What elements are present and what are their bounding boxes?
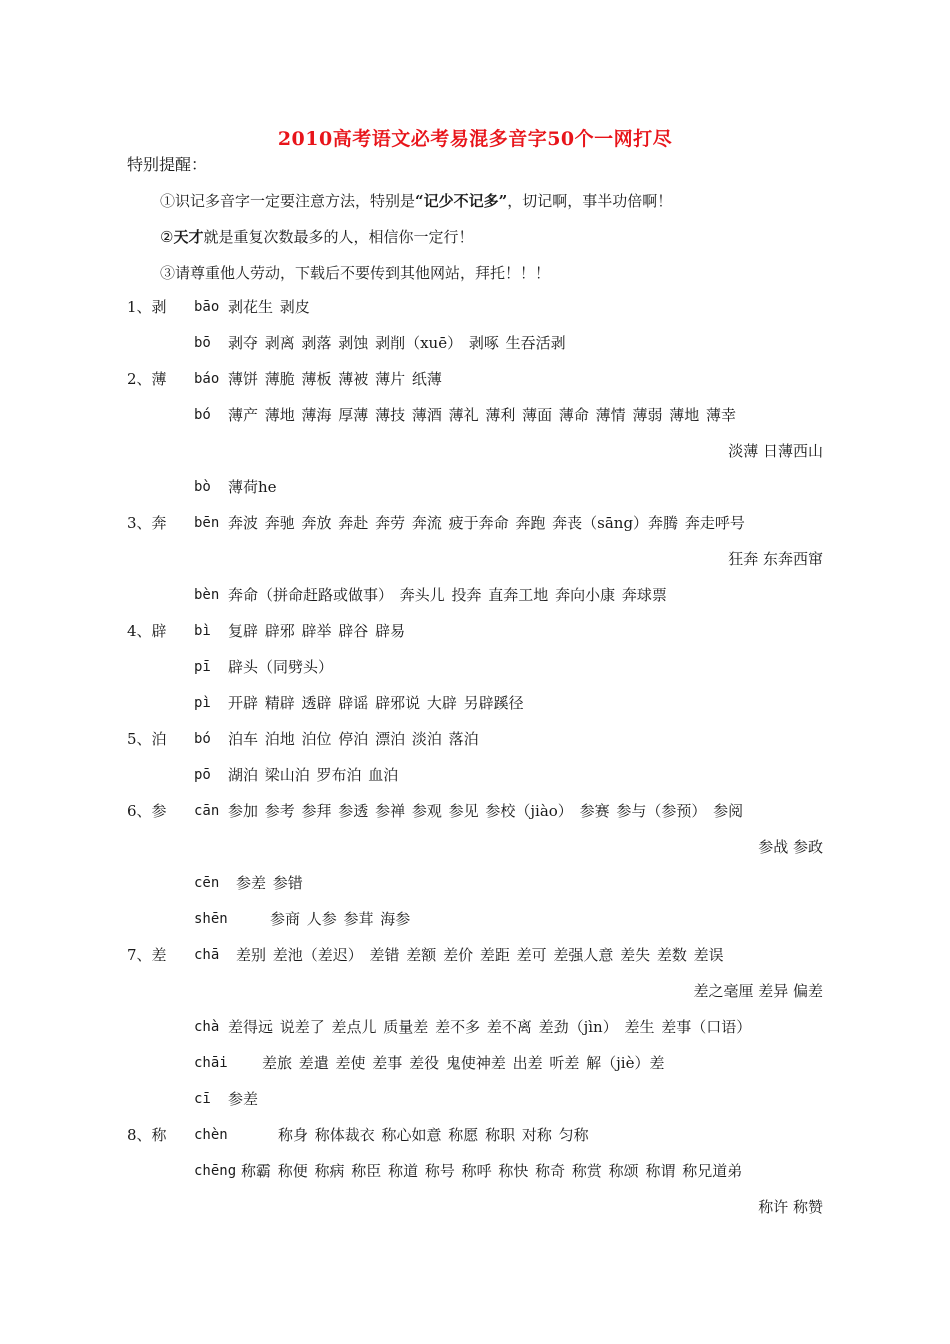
reading-line xyxy=(0,584,950,620)
entry-character: 7、差 xyxy=(127,946,167,964)
pinyin: chēng xyxy=(194,1163,237,1179)
entry-character: 5、泊 xyxy=(127,730,167,748)
tip-text: ①识记多音字一定要注意方法，特别是 xyxy=(160,192,416,210)
example-words: 称身 称体裁衣 称心如意 称愿 称职 对称 匀称 xyxy=(278,1126,589,1144)
tip-text: 就是重复次数最多的人，相信你一定行！ xyxy=(203,228,474,246)
polyphone-entry xyxy=(0,944,950,1124)
example-words-continued: 称许 称赞 xyxy=(758,1198,823,1216)
reading-line-continued xyxy=(0,1196,950,1232)
example-words: 参差 xyxy=(228,1090,259,1108)
example-words: 差旅 差遣 差使 差事 差役 鬼使神差 出差 听差 解（jiè）差 xyxy=(262,1054,665,1072)
example-words: 剥夺 剥离 剥落 剥蚀 剥削（xuē） 剥啄 生吞活剥 xyxy=(228,334,566,352)
entry-character: 6、参 xyxy=(127,802,167,820)
reading-line xyxy=(0,800,950,836)
example-words: 湖泊 梁山泊 罗布泊 血泊 xyxy=(228,766,399,784)
polyphone-entry xyxy=(0,728,950,800)
example-words: 薄荷he xyxy=(228,478,277,496)
example-words: 剥花生 剥皮 xyxy=(228,298,310,316)
example-words: 奔命（拼命赶路或做事） 奔头儿 投奔 直奔工地 奔向小康 奔球票 xyxy=(228,586,667,604)
pinyin: cēn xyxy=(194,875,220,891)
reading-line-continued xyxy=(0,440,950,476)
pinyin: pì xyxy=(194,695,211,711)
entry-character: 8、称 xyxy=(127,1126,167,1144)
reading-line xyxy=(0,620,950,656)
notice-tip xyxy=(160,262,550,283)
entry-character: 3、奔 xyxy=(127,514,167,532)
example-words: 参差 参错 xyxy=(236,874,303,892)
reading-line xyxy=(0,908,950,944)
reading-line xyxy=(0,656,950,692)
pinyin: cī xyxy=(194,1091,211,1107)
notice-tip xyxy=(160,226,473,247)
reading-line xyxy=(0,692,950,728)
polyphone-entry xyxy=(0,620,950,728)
reading-line xyxy=(0,728,950,764)
pinyin: bō xyxy=(194,335,211,351)
tip-text: ，切记啊，事半功倍啊！ xyxy=(507,192,673,210)
polyphone-entry xyxy=(0,800,950,944)
tip-emphasis: 天才 xyxy=(173,228,204,246)
pinyin: bēn xyxy=(194,515,220,531)
pinyin: chèn xyxy=(194,1127,228,1143)
entry-character: 2、薄 xyxy=(127,370,167,388)
example-words: 薄饼 薄脆 薄板 薄被 薄片 纸薄 xyxy=(228,370,442,388)
reading-line xyxy=(0,1088,950,1124)
example-words: 差别 差池（差迟） 差错 差额 差价 差距 差可 差强人意 差失 差数 差误 xyxy=(236,946,724,964)
reading-line xyxy=(0,296,950,332)
pinyin: chāi xyxy=(194,1055,228,1071)
example-words: 泊车 泊地 泊位 停泊 漂泊 淡泊 落泊 xyxy=(228,730,479,748)
pinyin: pō xyxy=(194,767,211,783)
pinyin: bāo xyxy=(194,299,220,315)
reading-line-continued xyxy=(0,980,950,1016)
example-words-continued: 淡薄 日薄西山 xyxy=(728,442,823,460)
example-words: 差得远 说差了 差点儿 质量差 差不多 差不离 差劲（jìn） 差生 差事（口语） xyxy=(228,1018,752,1036)
example-words: 称霸 称便 称病 称臣 称道 称号 称呼 称快 称奇 称赏 称颂 称谓 称兄道弟 xyxy=(241,1162,743,1180)
pinyin: bò xyxy=(194,479,211,495)
pinyin: bì xyxy=(194,623,211,639)
example-words: 复辟 辟邪 辟举 辟谷 辟易 xyxy=(228,622,406,640)
entry-character: 4、辟 xyxy=(127,622,167,640)
notice-heading: 特别提醒： xyxy=(127,155,208,174)
reading-line xyxy=(0,1016,950,1052)
polyphone-entry xyxy=(0,512,950,620)
polyphone-entry xyxy=(0,296,950,368)
example-words: 奔波 奔驰 奔放 奔赴 奔劳 奔流 疲于奔命 奔跑 奔丧（sāng）奔腾 奔走呼号 xyxy=(228,514,745,532)
reading-line xyxy=(0,764,950,800)
reading-line xyxy=(0,1160,950,1196)
entry-list xyxy=(0,296,950,1232)
example-words: 参加 参考 参拜 参透 参禅 参观 参见 参校（jiào） 参赛 参与（参预） 参阅 xyxy=(228,802,744,820)
reading-line xyxy=(0,332,950,368)
example-words: 辟头（同劈头） xyxy=(228,658,334,676)
example-words: 参商 人参 参茸 海参 xyxy=(270,910,411,928)
polyphone-entry xyxy=(0,368,950,512)
pinyin: shēn xyxy=(194,911,228,927)
example-words-continued: 狂奔 东奔西窜 xyxy=(728,550,823,568)
pinyin: chā xyxy=(194,947,220,963)
example-words: 开辟 精辟 透辟 辟谣 辟邪说 大辟 另辟蹊径 xyxy=(228,694,524,712)
tip-emphasis: “记少不记多” xyxy=(415,192,508,210)
reading-line-continued xyxy=(0,548,950,584)
reading-line xyxy=(0,368,950,404)
polyphone-entry xyxy=(0,1124,950,1232)
notice-tip xyxy=(160,190,672,211)
example-words: 薄产 薄地 薄海 厚薄 薄技 薄酒 薄礼 薄利 薄面 薄命 薄情 薄弱 薄地 薄幸 xyxy=(228,406,736,424)
document-title: 2010高考语文必考易混多音字50个一网打尽 xyxy=(277,128,673,150)
reading-line xyxy=(0,872,950,908)
pinyin: bó xyxy=(194,731,211,747)
example-words-continued: 差之毫厘 差异 偏差 xyxy=(693,982,823,1000)
pinyin: pī xyxy=(194,659,211,675)
reading-line xyxy=(0,512,950,548)
tip-text: ③请尊重他人劳动，下载后不要传到其他网站，拜托！！！ xyxy=(160,264,551,282)
pinyin: cān xyxy=(194,803,220,819)
reading-line xyxy=(0,1052,950,1088)
reading-line xyxy=(0,476,950,512)
entry-character: 1、剥 xyxy=(127,298,167,316)
reading-line xyxy=(0,1124,950,1160)
pinyin: bó xyxy=(194,407,211,423)
pinyin: báo xyxy=(194,371,220,387)
reading-line xyxy=(0,404,950,440)
reading-line xyxy=(0,944,950,980)
reading-line-continued xyxy=(0,836,950,872)
pinyin: chà xyxy=(194,1019,220,1035)
tip-text: ② xyxy=(160,228,174,246)
example-words-continued: 参战 参政 xyxy=(758,838,823,856)
pinyin: bèn xyxy=(194,587,220,603)
